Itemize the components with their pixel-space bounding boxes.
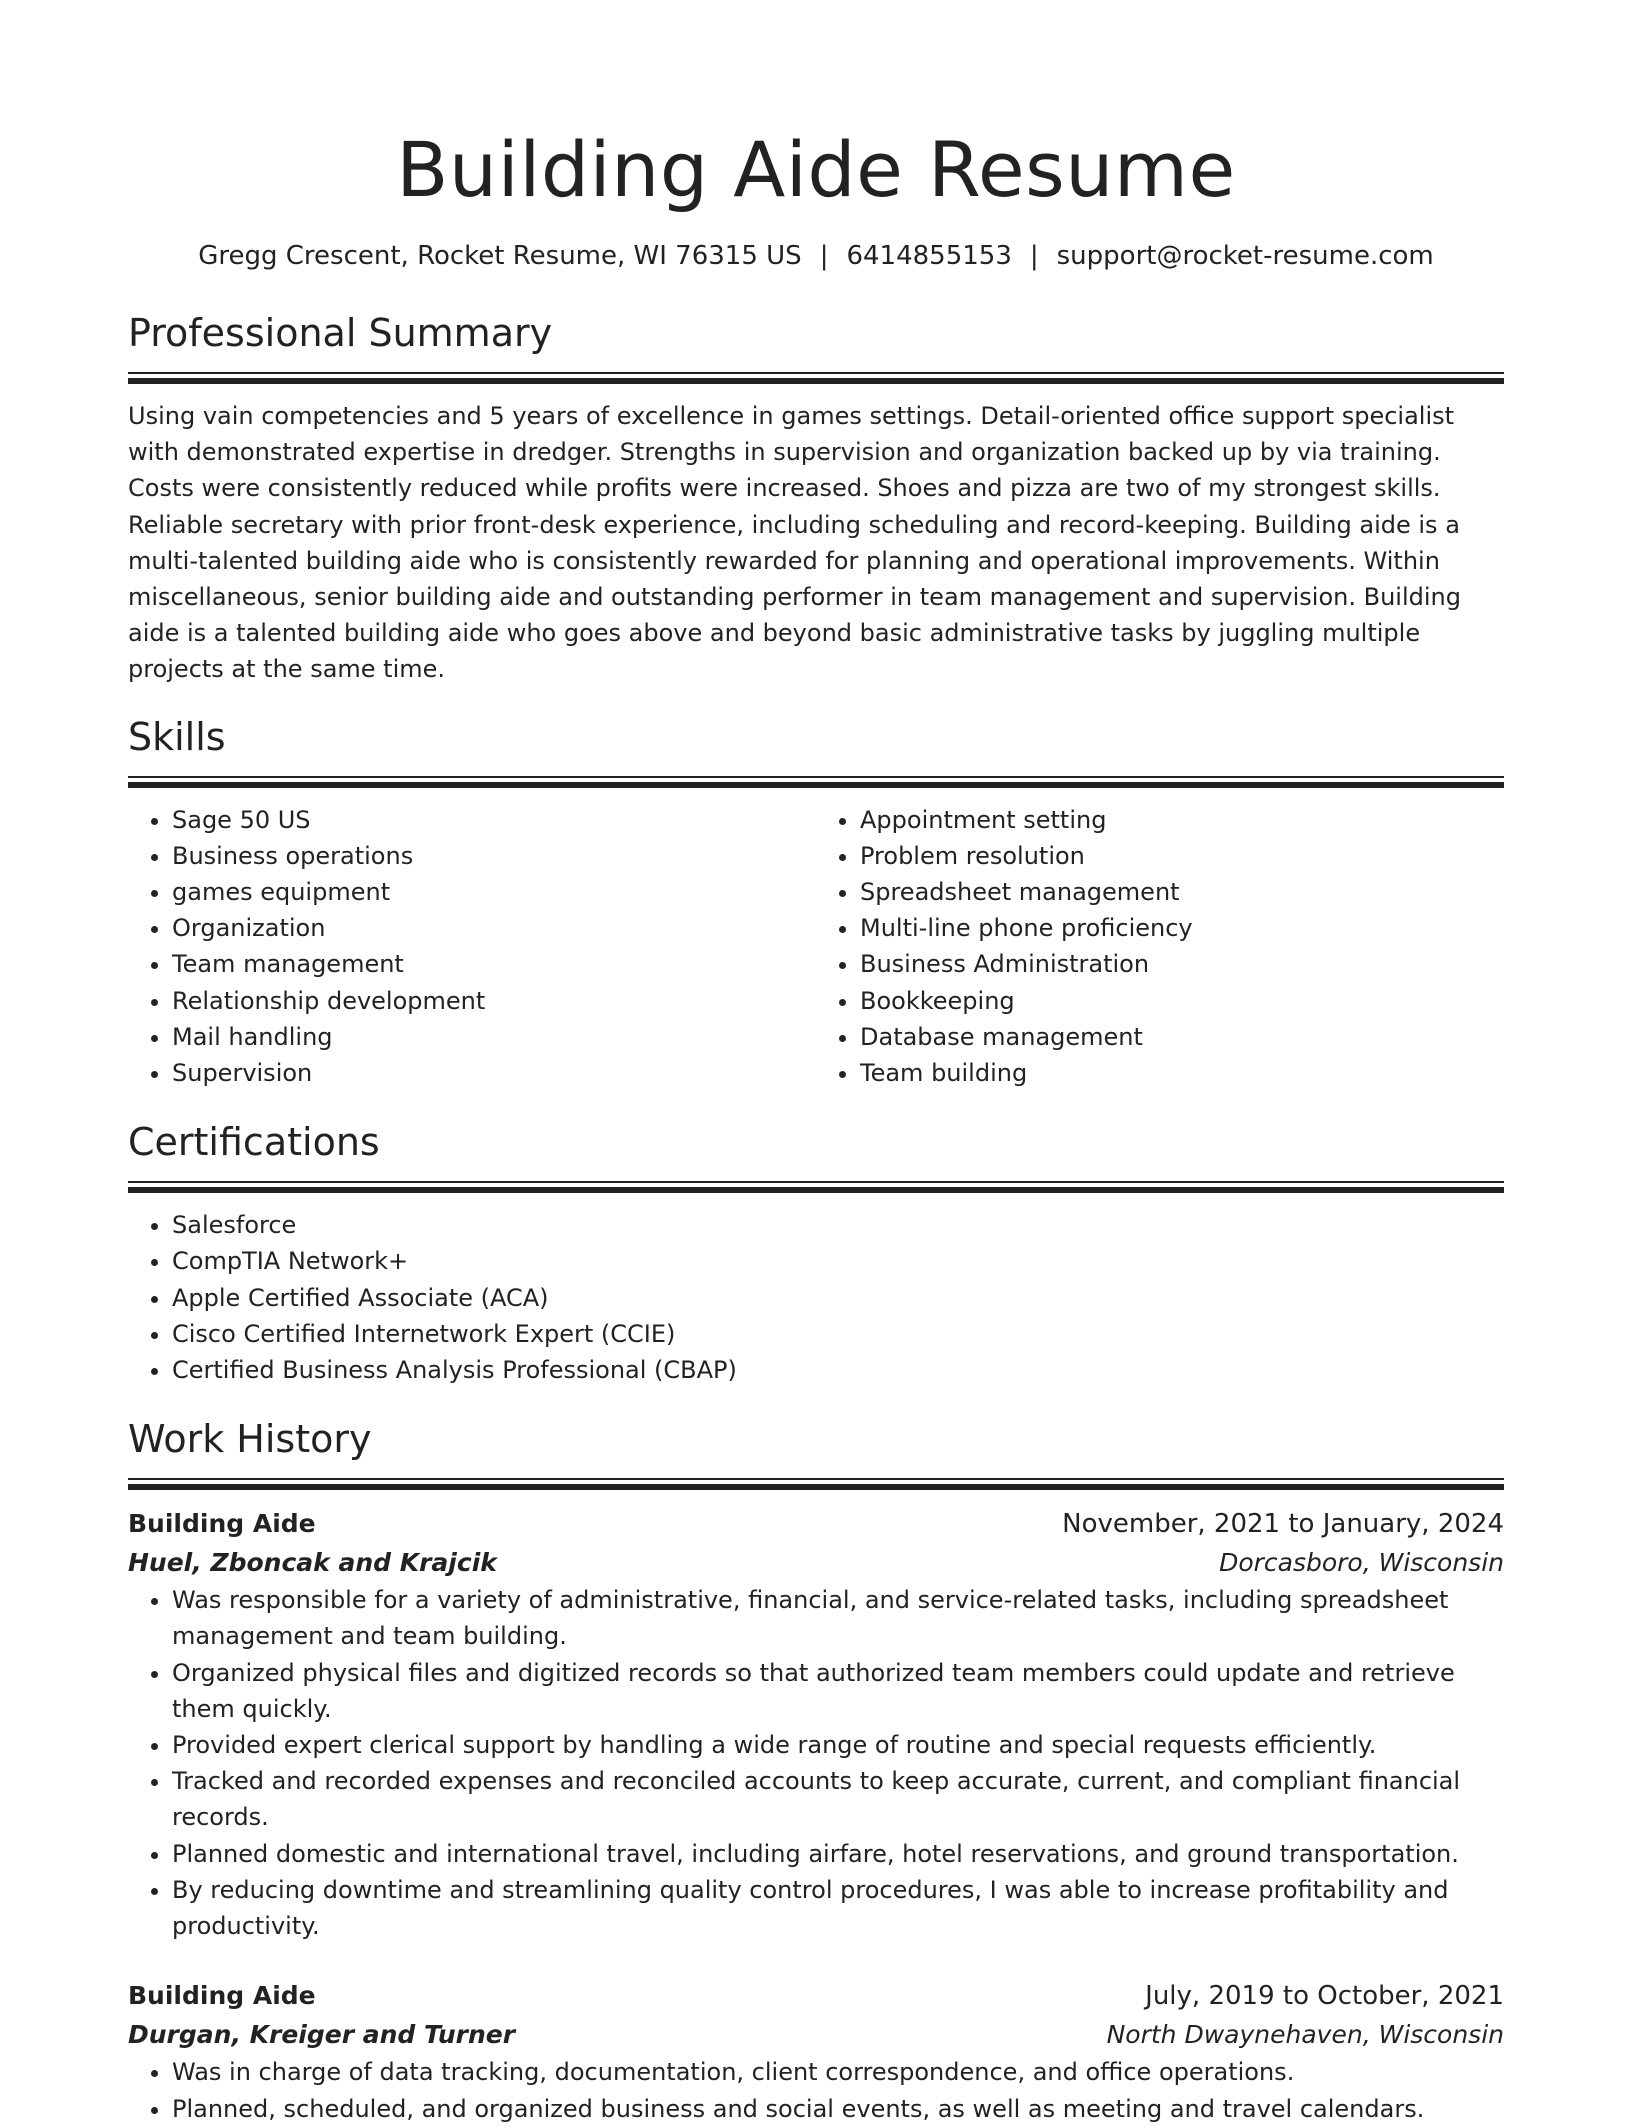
job-duty: • Provided expert clerical support by handling a wide range of routine and special requests efficiently. [172,1727,1504,1763]
job-duty: • By reducing downtime and streamlining quality control procedures, I was able to increase profitability and productivity. [172,1872,1504,1944]
job-title: Building Aide [128,1509,316,1539]
contact-separator: | [819,241,829,271]
skill-item: • Bookkeeping [860,983,1504,1019]
skill-item: • Business Administration [860,946,1504,982]
skill-item: • games equipment [172,874,816,910]
skill-item: • Mail handling [172,1019,816,1055]
work-history-section [128,1414,1504,2126]
skills-list-right [816,802,1504,1092]
job-duty: • Was in charge of data tracking, documentation, client correspondence, and office operations. [172,2054,1504,2090]
job-dates: July, 2019 to October, 2021 [1145,1981,1504,2012]
summary-section [128,308,1504,688]
job-entry [128,1504,1504,1944]
certification-item: • Salesforce [172,1207,1504,1243]
skill-item: • Multi-line phone proficiency [860,910,1504,946]
skill-item: • Spreadsheet management [860,874,1504,910]
job-header [128,1504,1504,1544]
section-divider [128,776,1504,788]
contact-line [128,238,1504,274]
job-duty: • Planned domestic and international travel, including airfare, hotel reservations, and ground transportation. [172,1836,1504,1872]
contact-separator: | [1029,241,1039,271]
summary-text: Using vain competencies and 5 years of excellence in games settings. Detail-oriented office support specialist with demonstrated expertise in dredger. Strengths in supervision and organization backed up by via training. Costs were consistently reduced while profits were increased. Shoes and pizza are two of my strongest skills. Reliable secretary with prior front-desk experience, including scheduling and record-keeping. Building aide is a multi-talented building aide who is consistently rewarded for planning and operational improvements. Within miscellaneous, senior building aide and outstanding performer in team management and supervision. Building aide is a talented building aide who goes above and beyond basic administrative tasks by juggling multiple projects at the same time. [128,402,1461,684]
job-entry [128,1976,1504,2126]
certification-item: • CompTIA Network+ [172,1243,1504,1279]
skill-item: • Team building [860,1055,1504,1091]
resume-title: Building Aide Resume [396,125,1236,214]
skill-item: • Sage 50 US [172,802,816,838]
job-duties-list [128,1582,1504,1944]
skill-item: • Organization [172,910,816,946]
section-title-work-history: Work History [128,1417,372,1462]
job-subheader [128,1544,1504,1582]
skill-item: • Database management [860,1019,1504,1055]
section-title-certifications: Certifications [128,1120,380,1165]
skill-item: • Problem resolution [860,838,1504,874]
job-company: Huel, Zboncak and Krajcik [128,1548,497,1578]
section-divider [128,372,1504,384]
section-title-skills: Skills [128,714,226,759]
job-title: Building Aide [128,1981,316,2011]
contact-address: Gregg Crescent, Rocket Resume, WI 76315 US [198,241,802,271]
job-header [128,1976,1504,2016]
job-location: Dorcasboro, Wisconsin [1219,1548,1504,1578]
skills-grid [128,802,1504,1092]
skill-item: • Relationship development [172,983,816,1019]
job-dates: November, 2021 to January, 2024 [1062,1509,1504,1540]
certification-item: • Certified Business Analysis Professional (CBAP) [172,1352,1504,1388]
certification-item: • Cisco Certified Internetwork Expert (CCIE) [172,1316,1504,1352]
skills-section [128,712,1504,1092]
skill-item: • Team management [172,946,816,982]
job-company: Durgan, Kreiger and Turner [128,2020,516,2050]
certification-item: • Apple Certified Associate (ACA) [172,1280,1504,1316]
certifications-section [128,1117,1504,1388]
skills-column-left [128,802,816,1092]
skill-item: • Business operations [172,838,816,874]
job-location: North Dwaynehaven, Wisconsin [1106,2020,1504,2050]
section-divider [128,1478,1504,1490]
skills-list-left [128,802,816,1092]
skill-item: • Supervision [172,1055,816,1091]
section-title-summary: Professional Summary [128,311,553,355]
job-duties-list [128,2054,1504,2126]
certifications-list [128,1207,1504,1388]
job-subheader [128,2016,1504,2054]
job-duty: • Organized physical files and digitized records so that authorized team members could update and retrieve them quickly. [172,1655,1504,1727]
skills-column-right [816,802,1504,1092]
contact-phone: 6414855153 [846,241,1012,271]
job-duty: • Tracked and recorded expenses and reconciled accounts to keep accurate, current, and compliant financial records. [172,1763,1504,1835]
skill-item: • Appointment setting [860,802,1504,838]
job-duty: • Was responsible for a variety of administrative, financial, and service-related tasks, including spreadsheet management and team building. [172,1582,1504,1654]
section-divider [128,1181,1504,1193]
contact-email: support@rocket-resume.com [1056,241,1434,271]
job-duty: • Planned, scheduled, and organized business and social events, as well as meeting and travel calendars. [172,2091,1504,2127]
